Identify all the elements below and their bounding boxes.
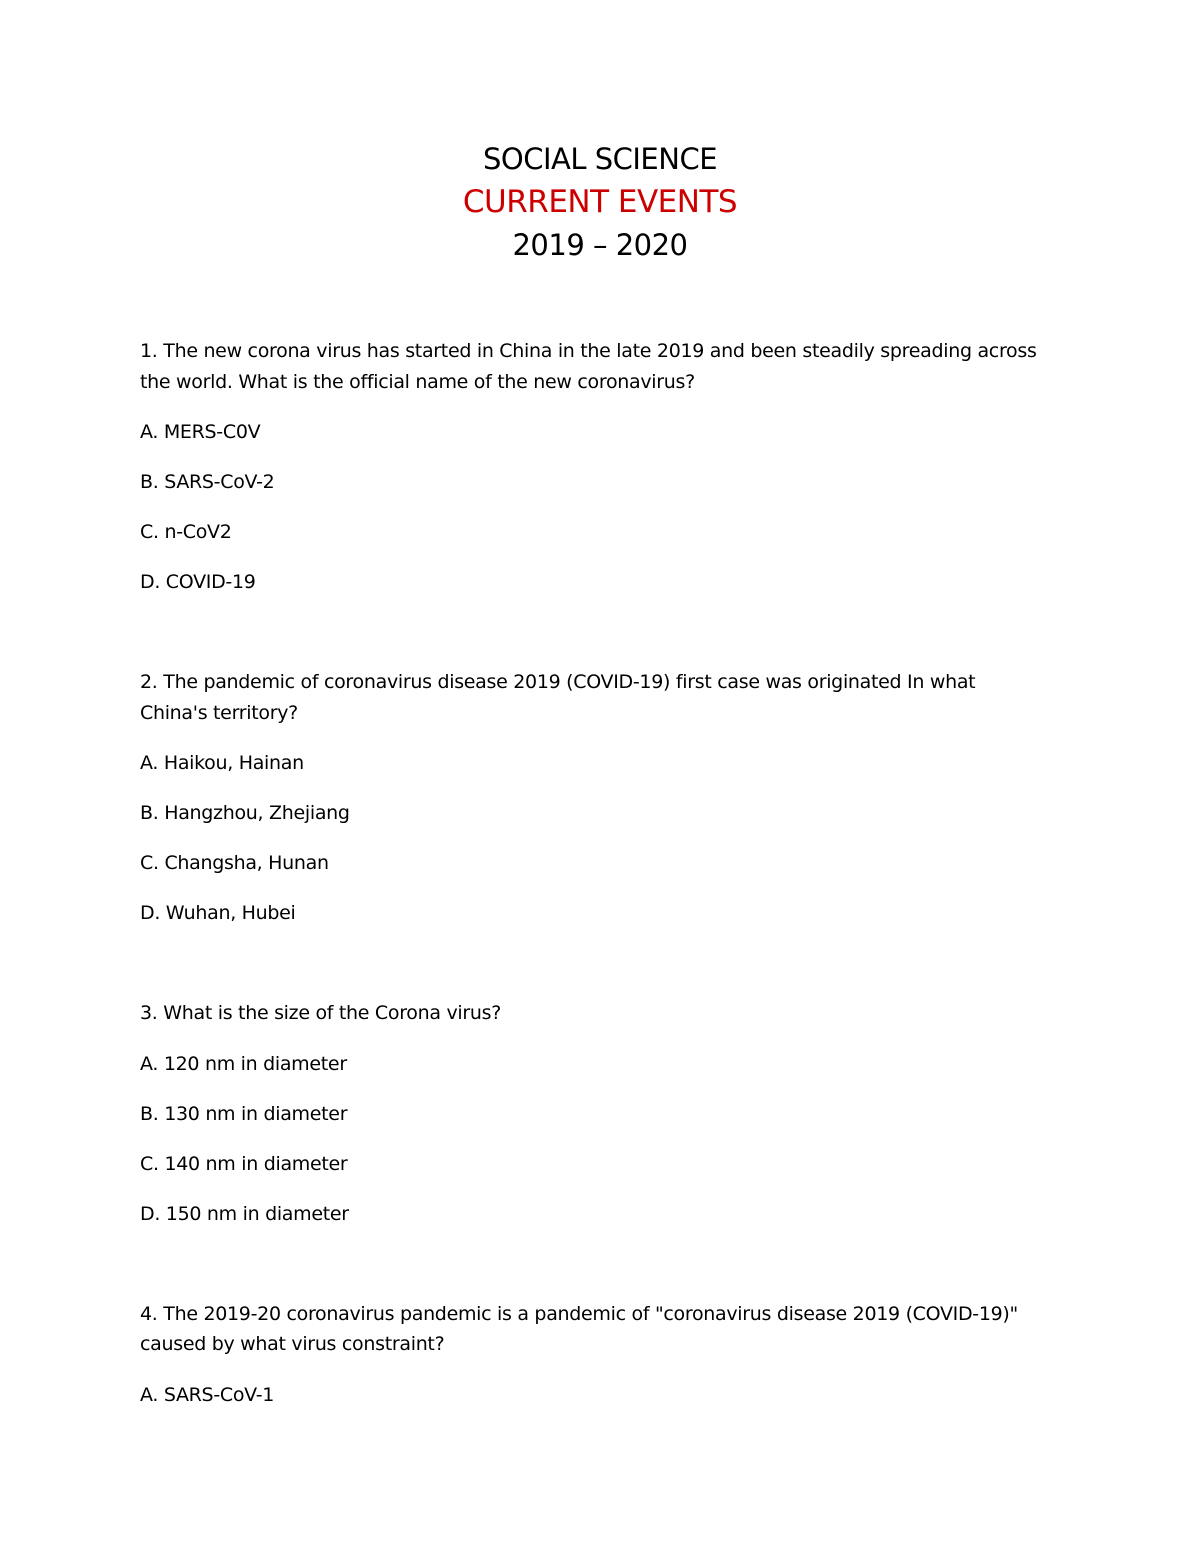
answer-option: A. SARS-CoV-1	[140, 1383, 275, 1406]
question-text: 3. What is the size of the Corona virus?	[140, 1002, 502, 1024]
question-text: 2. The pandemic of coronavirus disease 2019 (COVID-19) first case was originated In what China's territory?	[140, 671, 976, 724]
question-3	[140, 998, 1040, 1229]
answer-option: D. COVID-19	[140, 571, 256, 593]
answer-option: C. 140 nm in diameter	[140, 1152, 348, 1175]
question-spacer	[140, 1249, 1040, 1299]
answer-option: A. 120 nm in diameter	[140, 1052, 347, 1075]
answer-option: C. Changsha, Hunan	[140, 852, 329, 874]
question-text: 1. The new corona virus has started in China in the late 2019 and been steadily spreading across the world. What is the official name of the new coronavirus?	[140, 340, 1037, 393]
question-2	[140, 667, 1040, 928]
answer-option: A. MERS-C0V	[140, 421, 261, 443]
answer-option: B. SARS-CoV-2	[140, 471, 275, 493]
question-4	[140, 1299, 1040, 1410]
question-spacer	[140, 948, 1040, 998]
answer-option: C. n-CoV2	[140, 521, 232, 543]
answer-option: D. 150 nm in diameter	[140, 1202, 349, 1225]
answer-option: A. Haikou, Hainan	[140, 752, 304, 774]
subject-heading: SOCIAL SCIENCE	[482, 142, 718, 176]
document-header	[0, 138, 1200, 266]
school-year: 2019 – 2020	[512, 228, 688, 262]
question-spacer	[140, 617, 1040, 667]
answer-option: B. 130 nm in diameter	[140, 1102, 348, 1125]
answer-option: D. Wuhan, Hubei	[140, 902, 296, 924]
question-text: 4. The 2019-20 coronavirus pandemic is a pandemic of "coronavirus disease 2019 (COVID-19)" caused by what virus constraint?	[140, 1302, 1018, 1355]
question-1	[140, 336, 1040, 597]
document-title: CURRENT EVENTS	[462, 184, 738, 220]
answer-option: B. Hangzhou, Zhejiang	[140, 802, 350, 824]
question-list	[140, 336, 1040, 1430]
